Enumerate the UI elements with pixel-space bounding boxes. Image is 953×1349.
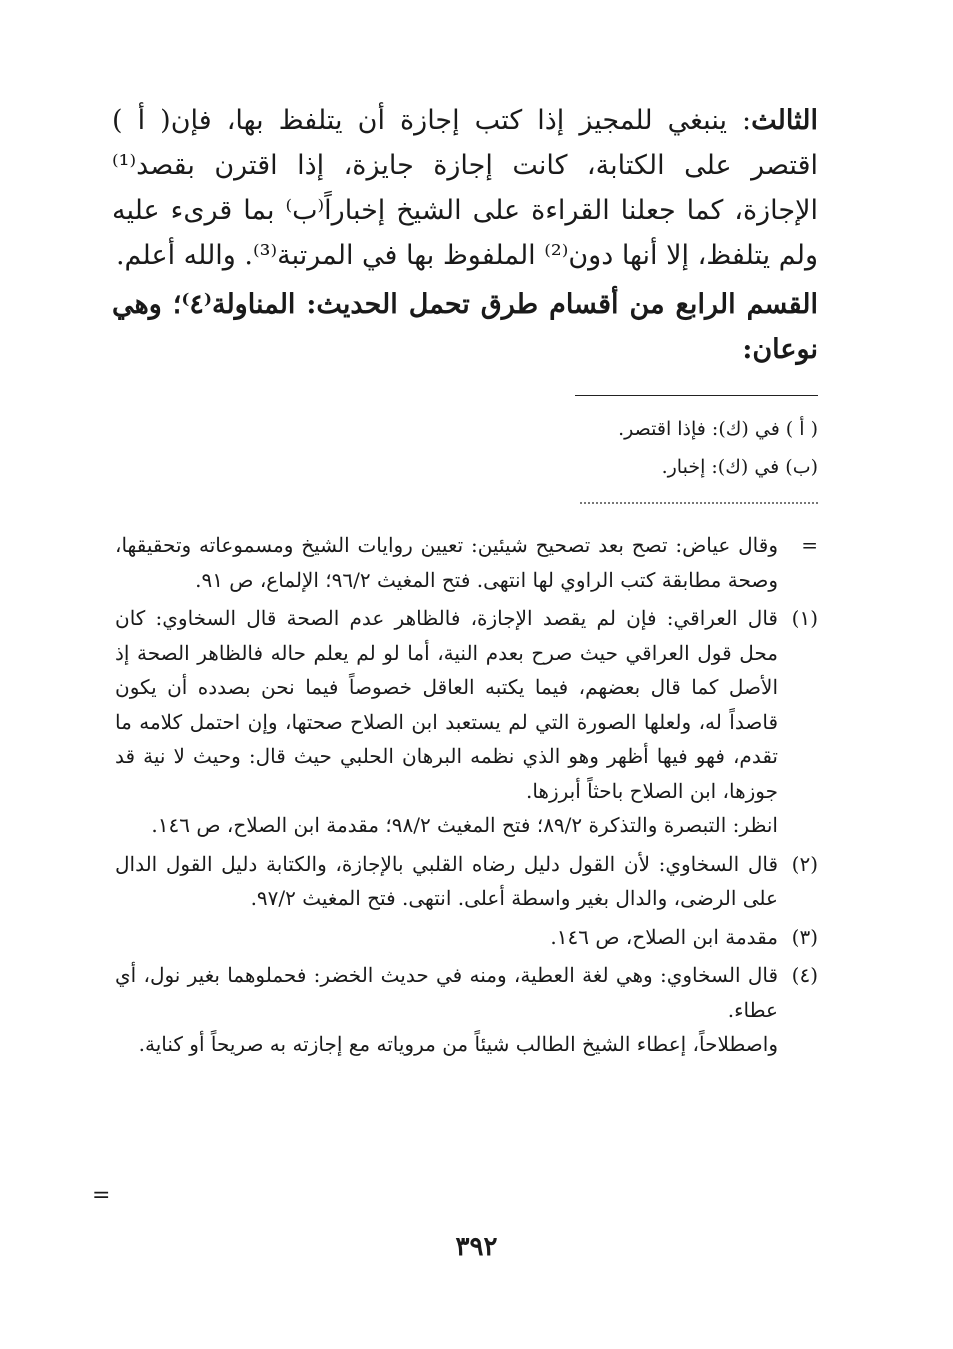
paragraph-third	[112, 98, 818, 278]
footnote-number: (١)	[791, 606, 818, 630]
main-text	[112, 98, 818, 372]
footnote-text: انظر: التبصرة والتذكرة ٨٩/٢؛ فتح المغيث ٩٨/٢؛ مقدمة ابن الصلاح، ص ١٤٦.	[151, 813, 778, 837]
footnote-3	[115, 920, 818, 955]
paragraph-heading: الثالث	[751, 105, 818, 136]
paragraph-text: : ينبغي للمجيز إذا كتب إجازة أن يتلفظ بها، فإن( أ ) اقتصر على الكتابة، كانت إجازة جايزة، إذا اقترن بقصد⁽¹⁾ الإجازة، كما جعلنا القراءة على الشيخ إخباراً⁽ب⁾ بما قرىء عليه ولم يتلفظ، إلا أنها دون⁽²⁾ الملفوظ بها في المرتبة⁽³⁾. والله أعلم.	[112, 105, 818, 271]
footnote-number: (٣)	[791, 924, 818, 949]
variant-note: ( أ ) في (ك): فإذا اقتصر.	[618, 418, 818, 440]
footnote-text: واصطلاحاً، إعطاء الشيخ الطالب شيئاً من مروياته مع إجازته به صريحاً أو كناية.	[138, 1032, 778, 1056]
variant-notes	[400, 410, 818, 486]
footnote-text: قال العراقي: فإن لم يقصد الإجازة، فالظاهر عدم الصحة قال السخاوي: كان محل قول العراقي حيث صرح بعدم النية، أما لو لم يعلم حاله فالظاهر الصحة إذ الأصل كما قال بعضهم، فيما يكتبه العاقل خصوصاً فيما نحن بصدده أن يكون قاصداً له، ولعلها الصورة التي لم يستعبد ابن الصلاح صحتها، وإن احتمل كلامه ما تقدم، فهو فيها أظهر وهو الذي نظمه البرهان الحلبي حيث قال: وحيث لا نية قد جوزها، ابن الصلاح باحثاً أبرزها.	[115, 606, 778, 803]
footnote-number: (٤)	[791, 963, 818, 987]
footnote-2	[115, 847, 818, 916]
footnote-text: مقدمة ابن الصلاح، ص ١٤٦.	[550, 924, 778, 949]
footnote-4	[115, 958, 818, 1062]
footnote-text: قال السخاوي: لأن القول دليل رضاه القلبي بالإجازة، والكتابة دليل القول الدال على الرضى، والدال بغير واسطة أعلى. انتهى. فتح المغيث ٩٧/٢.	[115, 851, 779, 910]
footnote-continued	[115, 528, 818, 597]
footnote-text: وقال عياض: تصح بعد تصحيح شيئين: تعيين روايات الشيخ ومسموعاته وتحقيقها، وصحة مطابقة كتب الراوي لها انتهى. فتح المغيث ٩٦/٢؛ الإلماع، ص ٩١.	[115, 533, 778, 592]
footnote-text: قال السخاوي: وهي لغة العطية، ومنه في حديث الخضر: فحملوهما بغير نول، أي عطاء.	[115, 963, 778, 1022]
continuation-mark: =	[92, 1183, 111, 1208]
footnotes	[115, 528, 818, 1062]
variant-note: (ب) في (ك): إخبار.	[661, 456, 818, 478]
footnote-1	[115, 601, 818, 843]
section-heading: القسم الرابع من أقسام طرق تحمل الحديث: المناولة⁽٤⁾؛ وهي نوعان:	[112, 289, 819, 365]
footnote-number: (٢)	[791, 851, 818, 876]
footnote-number: =	[801, 533, 818, 557]
footnote-separator	[575, 395, 818, 396]
page-number: ٣٩٢	[455, 1232, 498, 1262]
dotted-separator	[580, 502, 818, 504]
